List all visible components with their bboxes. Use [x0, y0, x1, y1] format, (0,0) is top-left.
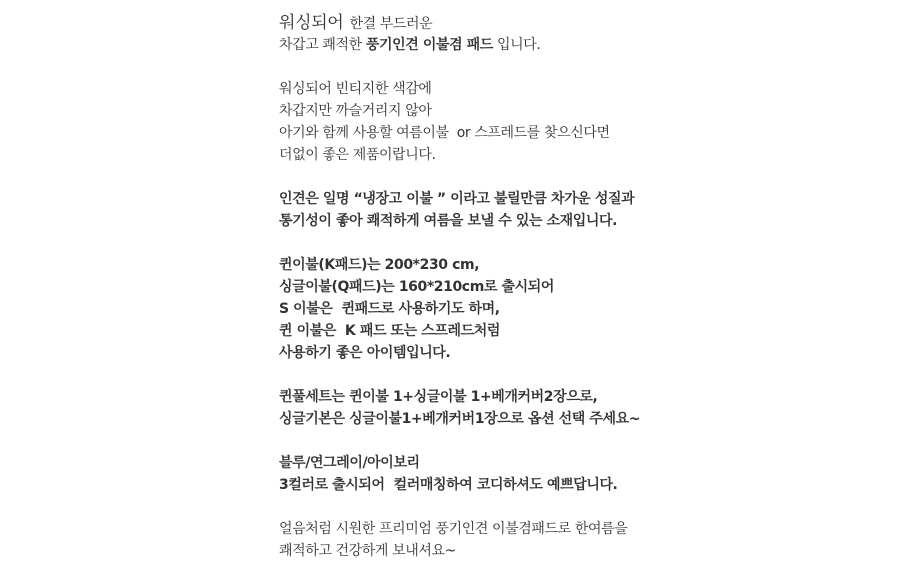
paragraph-gap	[279, 166, 879, 188]
text-line: 워싱되어 빈티지한 색감에	[279, 81, 432, 97]
text-line: 사용하기 좋은 아이템입니다.	[279, 345, 451, 361]
paragraph-material	[279, 188, 879, 232]
text-line: 싱글기본은 싱글이불1+베개커버1장으로 옵션 선택 주세요~	[279, 411, 641, 427]
paragraph-sizes	[279, 254, 879, 364]
tagline-text: 한결 부드러운	[349, 16, 433, 32]
text-line: 블루/연그레이/아이보리	[279, 455, 420, 471]
paragraph-features	[279, 78, 879, 166]
text-line: 퀸 이불은 K 패드 또는 스프레드처럼	[279, 323, 501, 339]
text-line: 퀸풀세트는 퀸이불 1+싱글이불 1+베개커버2장으로,	[279, 389, 598, 405]
intro-heading	[279, 10, 879, 34]
paragraph-gap	[279, 232, 879, 254]
intro-suffix: 입니다.	[492, 37, 541, 53]
text-line: 퀸이불(K패드)는 200*230 cm,	[279, 257, 480, 273]
brand-text: 워싱되어	[279, 13, 344, 33]
paragraph-colors	[279, 452, 879, 496]
text-line: 차갑지만 까슬거리지 않아	[279, 103, 432, 119]
paragraph-options	[279, 386, 879, 430]
text-line: 3컬러로 출시되어 컬러매칭하여 코디하셔도 예쁘답니다.	[279, 477, 618, 493]
product-description	[279, 10, 879, 562]
paragraph-gap	[279, 364, 879, 386]
intro-prefix: 차갑고 쾌적한	[279, 37, 366, 53]
text-line: 쾌적하고 건강하게 보내셔요~	[279, 543, 456, 559]
text-line: 아기와 함께 사용할 여름이불 or 스프레드를 찾으신다면	[279, 125, 610, 141]
text-line: 더없이 좋은 제품이랍니다.	[279, 147, 436, 163]
product-name: 풍기인견 이불겸 패드	[365, 37, 493, 53]
text-line: 얼음처럼 시원한 프리미엄 풍기인견 이불겸패드로 한여름을	[279, 521, 628, 537]
paragraph-gap	[279, 56, 879, 78]
paragraph-gap	[279, 430, 879, 452]
text-line: S 이불은 퀸패드로 사용하기도 하며,	[279, 301, 500, 317]
paragraph-gap	[279, 496, 879, 518]
text-line: 싱글이불(Q패드)는 160*210cm로 출시되어	[279, 279, 554, 295]
paragraph-closing	[279, 518, 879, 562]
text-line: 인견은 일명 “냉장고 이불 ” 이라고 불릴만큼 차가운 성질과	[279, 191, 635, 207]
text-line: 통기성이 좋아 쾌적하게 여름을 보낼 수 있는 소재입니다.	[279, 213, 618, 229]
intro-line	[279, 34, 879, 56]
